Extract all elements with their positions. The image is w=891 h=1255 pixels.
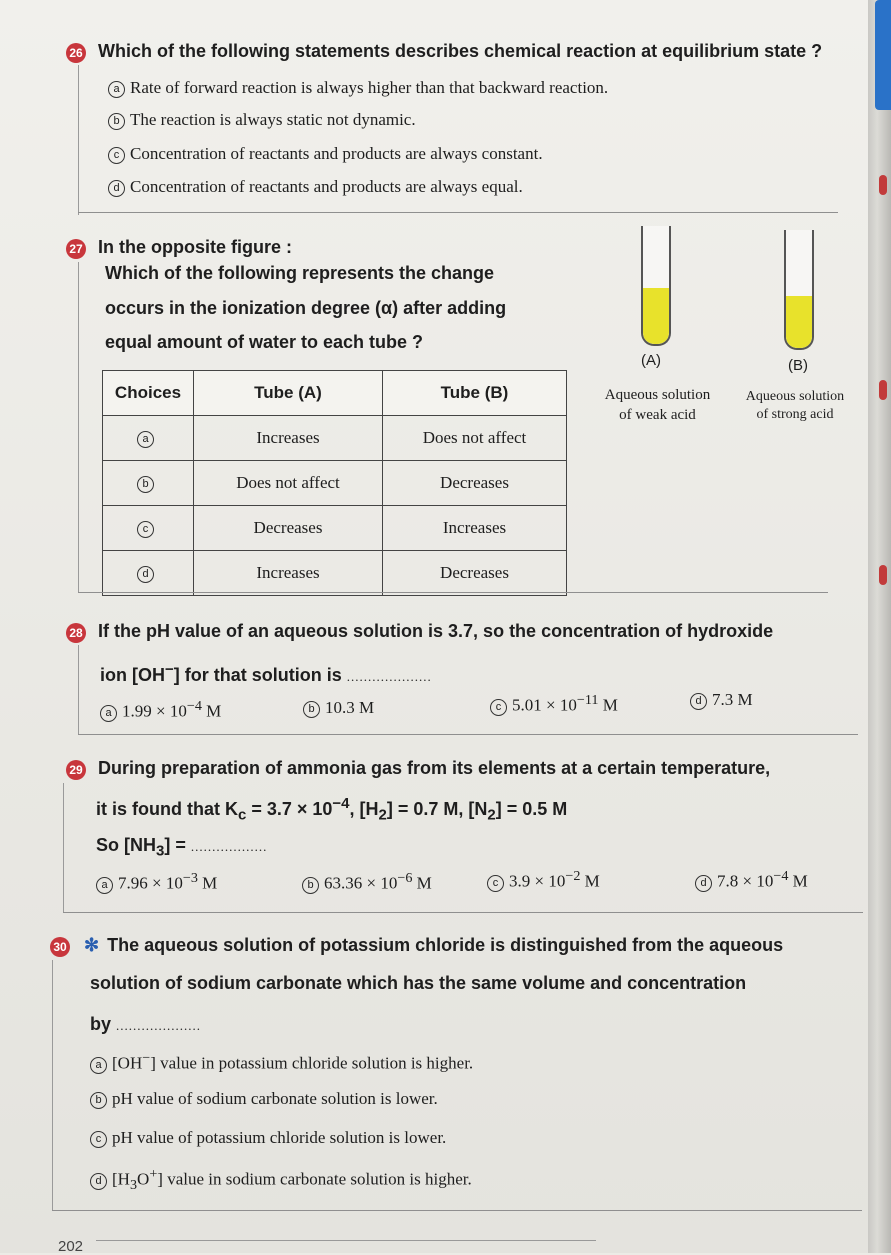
option-c[interactable]: c Concentration of reactants and products are always constant.	[108, 144, 543, 164]
divider	[52, 1210, 862, 1211]
question-text: The aqueous solution of potassium chloride is distinguished from the aqueous	[107, 935, 784, 955]
divider	[78, 212, 838, 213]
edge-marker	[879, 565, 887, 585]
footer-rule	[96, 1240, 596, 1241]
question-text: So $[NH_3]$ = ..................	[96, 835, 268, 860]
divider	[78, 645, 79, 735]
question-text: Which of the following represents the change	[105, 263, 495, 283]
question-text: solution of sodium carbonate which has the same volume and concentration	[90, 973, 747, 993]
caption-a: Aqueous solution of weak acid	[604, 387, 711, 423]
question-text: ion [OH−] for that solution is ....................	[100, 661, 432, 685]
divider	[78, 592, 828, 593]
test-tube-b	[784, 230, 814, 350]
divider	[78, 734, 858, 735]
next-page-edge	[868, 0, 891, 1253]
question-text: In the opposite figure :	[98, 237, 292, 257]
divider	[63, 912, 863, 913]
edge-marker	[879, 175, 887, 195]
question-text: by ....................	[90, 1014, 202, 1034]
question-number: 26	[66, 43, 86, 63]
answer-blank: ....................	[116, 1018, 202, 1033]
question-text: equal amount of water to each tube ?	[105, 332, 424, 352]
question-text: it is found that $K_c = 3.7 \times 10^{-4}$, $[H_2] = 0.7$ M, $[N_2] = 0.5$ M	[96, 795, 568, 824]
option-d[interactable]: d Concentration of reactants and products are always equal.	[108, 177, 523, 197]
table-row[interactable]: a Increases Does not affect	[103, 416, 567, 461]
option-a[interactable]: a $7.96 \times 10^{-3}$ M	[96, 870, 217, 894]
question-text: During preparation of ammonia gas from its elements at a certain temperature,	[98, 758, 771, 778]
question-number: 27	[66, 239, 86, 259]
page-number: 202	[58, 1238, 84, 1255]
option-c[interactable]: c pH value of potassium chloride solution is lower.	[90, 1128, 446, 1148]
question-29	[66, 757, 770, 780]
question-27	[66, 236, 292, 259]
table-row[interactable]: c Decreases Increases	[103, 506, 567, 551]
question-number: 30	[50, 937, 70, 957]
edge-marker	[879, 380, 887, 400]
table-header-row	[103, 371, 567, 416]
question-26	[66, 40, 822, 63]
table-row[interactable]: b Does not affect Decreases	[103, 461, 567, 506]
option-a[interactable]: a [OH−] value in potassium chloride solution is higher.	[90, 1050, 473, 1074]
star-icon: ✻	[84, 935, 100, 955]
option-d[interactable]: d $[H_3O^+]$ value in sodium carbonate solution is higher.	[90, 1166, 472, 1194]
option-b[interactable]: b The reaction is always static not dynamic.	[108, 110, 416, 130]
chapter-tab	[875, 0, 891, 110]
answer-blank: ....................	[346, 669, 432, 684]
option-b[interactable]: b pH value of sodium carbonate solution is lower.	[90, 1089, 438, 1109]
test-tube-a	[641, 226, 671, 346]
option-b[interactable]: b $63.36 \times 10^{-6}$ M	[302, 870, 432, 894]
question-number: 28	[66, 623, 86, 643]
question-28	[66, 620, 773, 643]
column-header: Tube (B)	[383, 371, 567, 416]
strong-acid-liquid	[786, 296, 812, 348]
option-d[interactable]: d 7.3 M	[690, 690, 753, 710]
question-text: Which of the following statements describes chemical reaction at equilibrium state ?	[98, 41, 823, 61]
tube-a-label: (A)	[641, 352, 661, 369]
option-c[interactable]: c $3.9 \times 10^{-2}$ M	[487, 868, 600, 892]
divider	[63, 783, 64, 913]
question-number: 29	[66, 760, 86, 780]
divider	[78, 262, 79, 592]
weak-acid-liquid	[643, 288, 669, 344]
table-row[interactable]: d Increases Decreases	[103, 551, 567, 596]
question-text: If the pH value of an aqueous solution is 3.7, so the concentration of hydroxide	[98, 621, 774, 641]
question-text: occurs in the ionization degree (α) after adding	[105, 298, 507, 318]
question-30	[50, 934, 783, 957]
option-a[interactable]: a $1.99 \times 10^{-4}$ M	[100, 698, 221, 722]
divider	[52, 960, 53, 1210]
column-header: Tube (A)	[194, 371, 383, 416]
divider	[78, 65, 79, 215]
tube-b-label: (B)	[788, 357, 808, 374]
option-b[interactable]: b 10.3 M	[303, 698, 374, 718]
option-c[interactable]: c $5.01 \times 10^{-11}$ M	[490, 692, 618, 716]
choices-table	[102, 370, 567, 596]
option-d[interactable]: d $7.8 \times 10^{-4}$ M	[695, 868, 808, 892]
column-header: Choices	[103, 371, 194, 416]
caption-b: Aqueous solution of strong acid	[745, 389, 845, 423]
answer-blank: ..................	[190, 839, 268, 854]
option-a[interactable]: a Rate of forward reaction is always higher than that backward reaction.	[108, 78, 608, 98]
